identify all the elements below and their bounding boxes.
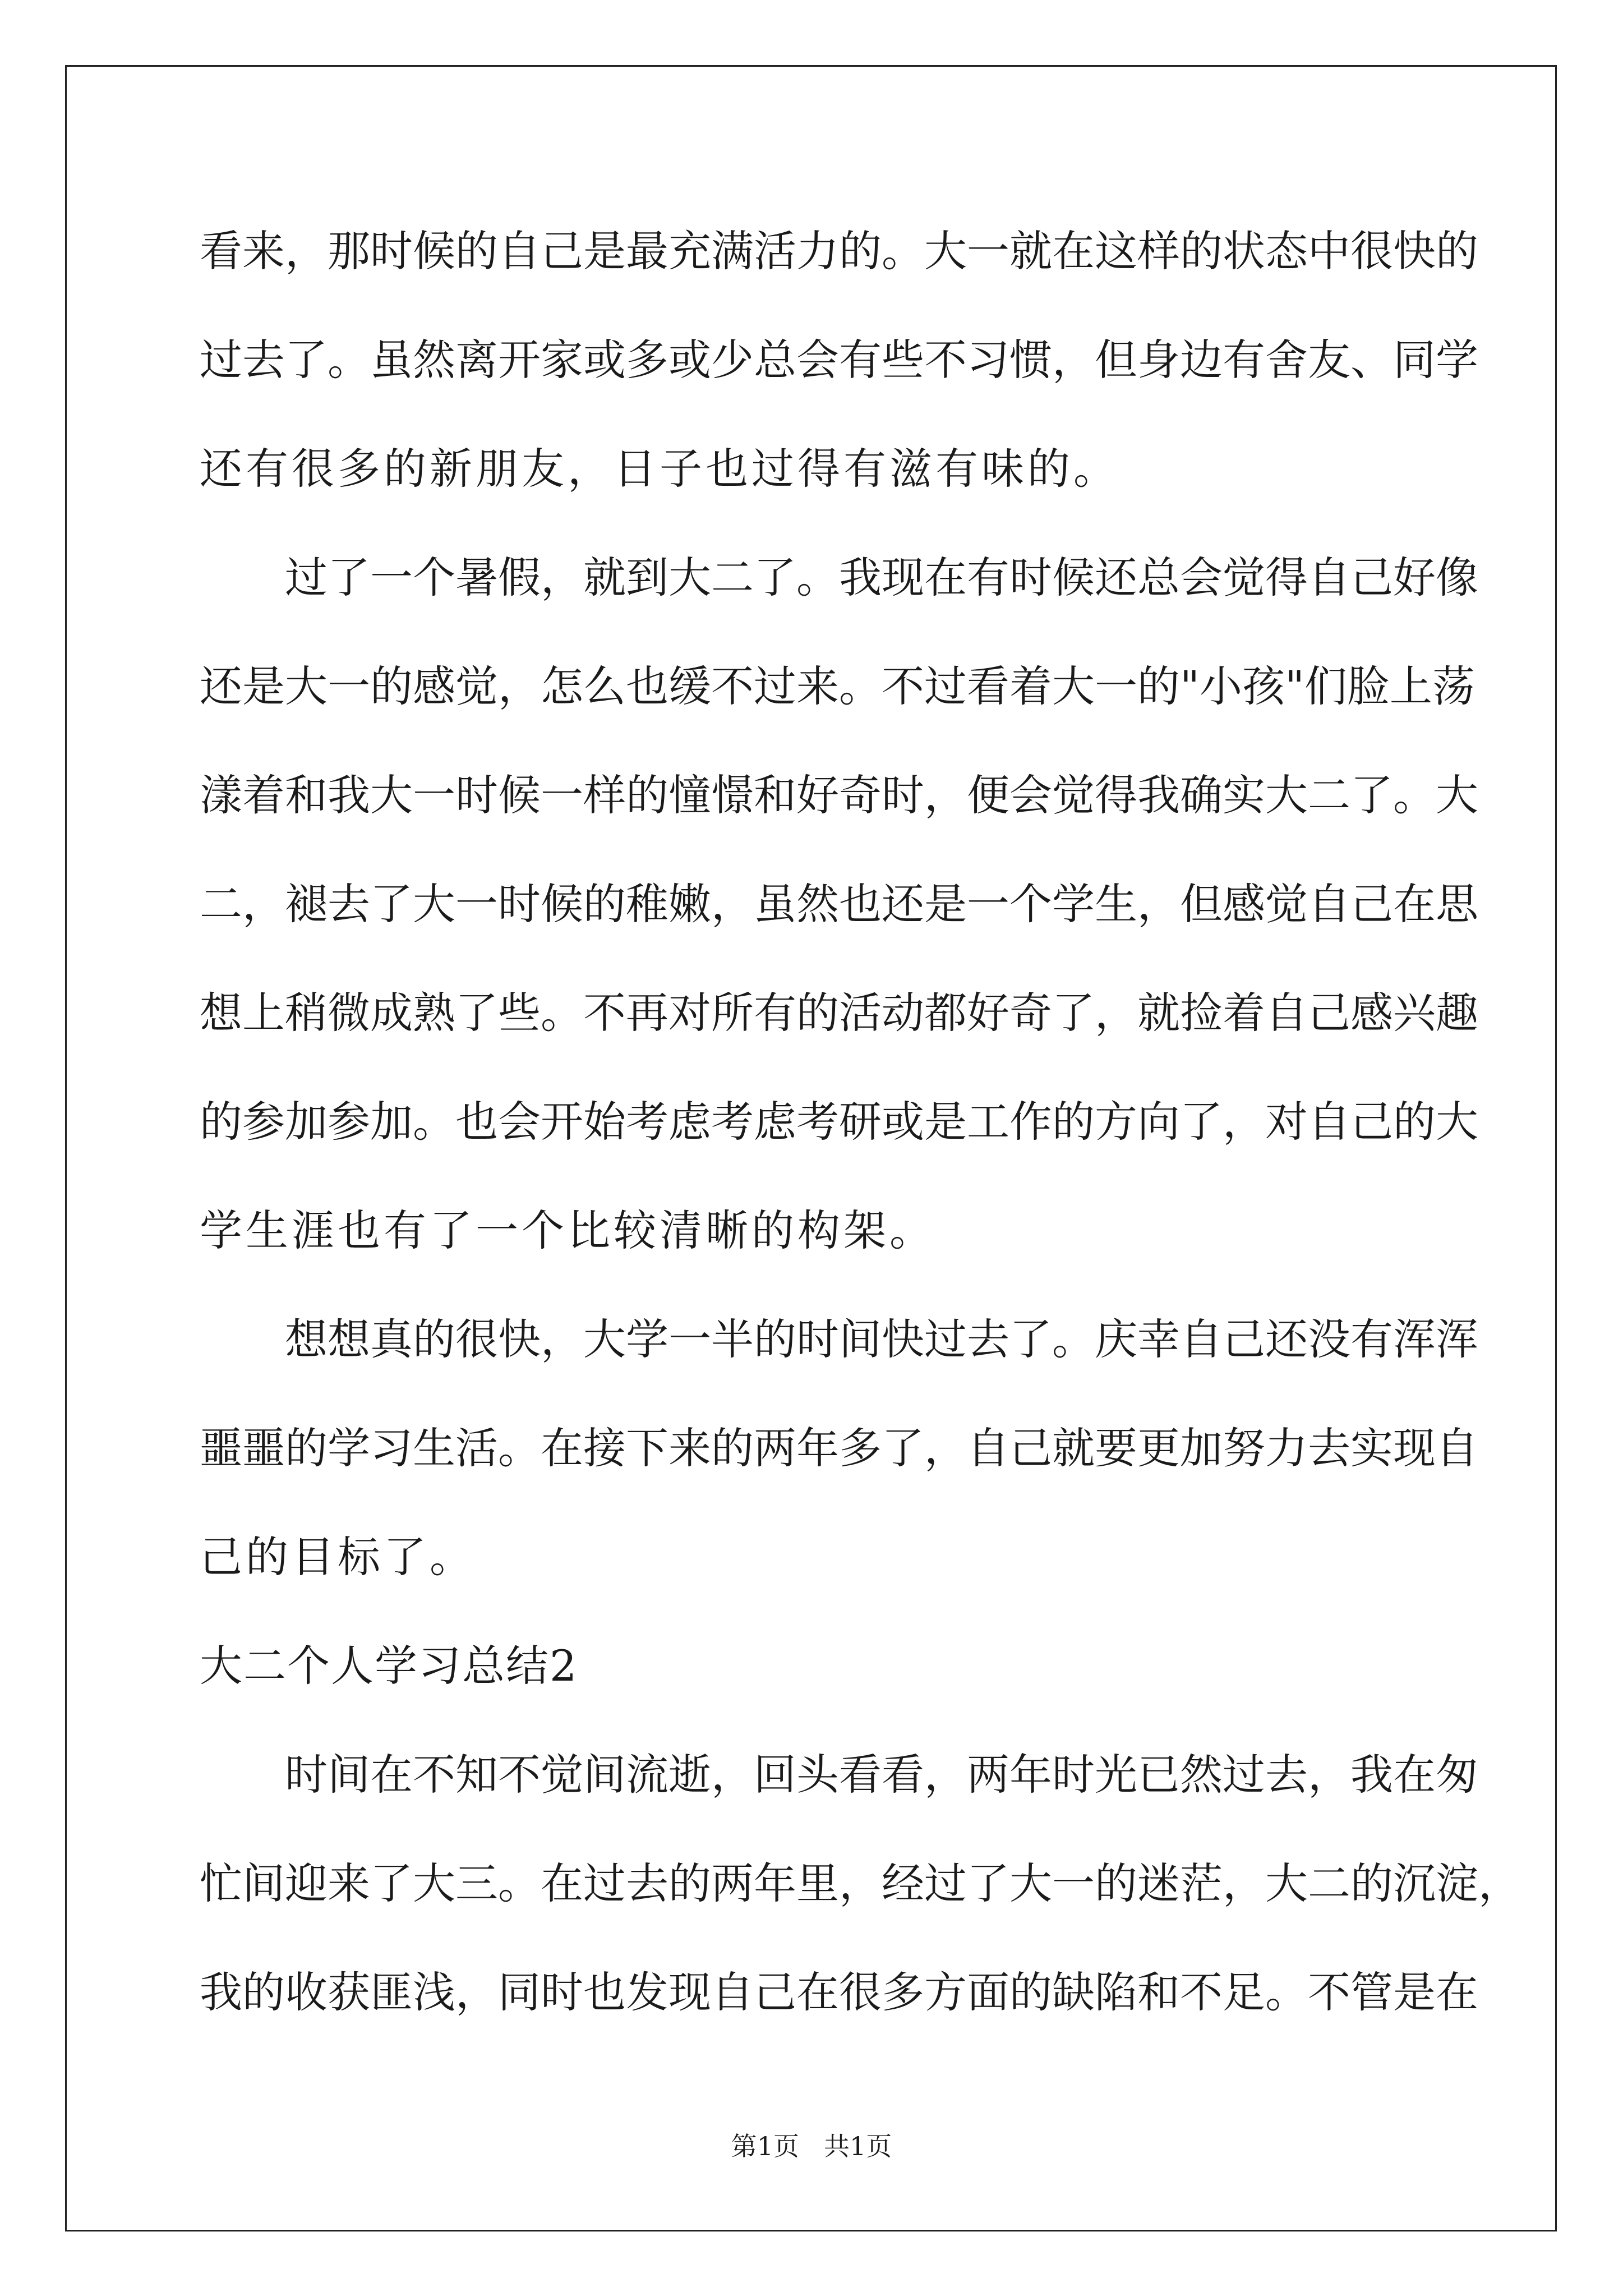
text-line: 还是大一的感觉，怎么也缓不过来。不过看着大一的"小孩"们脸上荡	[200, 661, 1475, 711]
text-line: 我的收获匪浅，同时也发现自己在很多方面的缺陷和不足。不管是在	[200, 1967, 1478, 2017]
text-line: 忙间迎来了大三。在过去的两年里，经过了大一的迷茫，大二的沉淀，	[200, 1858, 1521, 1908]
text-line: 过去了。虽然离开家或多或少总会有些不习惯，但身边有舍友、同学	[200, 335, 1478, 385]
section-heading: 大二个人学习总结2	[200, 1641, 578, 1691]
text-line: 想上稍微成熟了些。不再对所有的活动都好奇了，就捡着自己感兴趣	[200, 988, 1478, 1038]
text-line: 看来，那时候的自己是最充满活力的。大一就在这样的状态中很快的	[200, 226, 1478, 276]
page-total: 共1页	[823, 2131, 892, 2161]
text-line: 己的目标了。	[200, 1532, 476, 1582]
text-line: 学生涯也有了一个比较清晰的构架。	[200, 1205, 935, 1255]
text-line: 漾着和我大一时候一样的憧憬和好奇时，便会觉得我确实大二了。大	[200, 770, 1478, 820]
text-line: 二，褪去了大一时候的稚嫩，虽然也还是一个学生，但感觉自己在思	[200, 879, 1478, 929]
text-line: 的参加参加。也会开始考虑考虑考研或是工作的方向了，对自己的大	[200, 1097, 1478, 1147]
text-line: 还有很多的新朋友，日子也过得有滋有味的。	[200, 444, 1119, 494]
paragraph-first-line: 想想真的很快，大学一半的时间快过去了。庆幸自己还没有浑浑	[285, 1314, 1478, 1364]
paragraph-first-line: 时间在不知不觉间流逝，回头看看，两年时光已然过去，我在匆	[285, 1750, 1478, 1800]
page-footer	[0, 2129, 1623, 2163]
paragraph-first-line: 过了一个暑假，就到大二了。我现在有时候还总会觉得自己好像	[285, 553, 1478, 602]
page-number: 第1页	[731, 2131, 800, 2161]
text-line: 噩噩的学习生活。在接下来的两年多了，自己就要更加努力去实现自	[200, 1423, 1478, 1473]
